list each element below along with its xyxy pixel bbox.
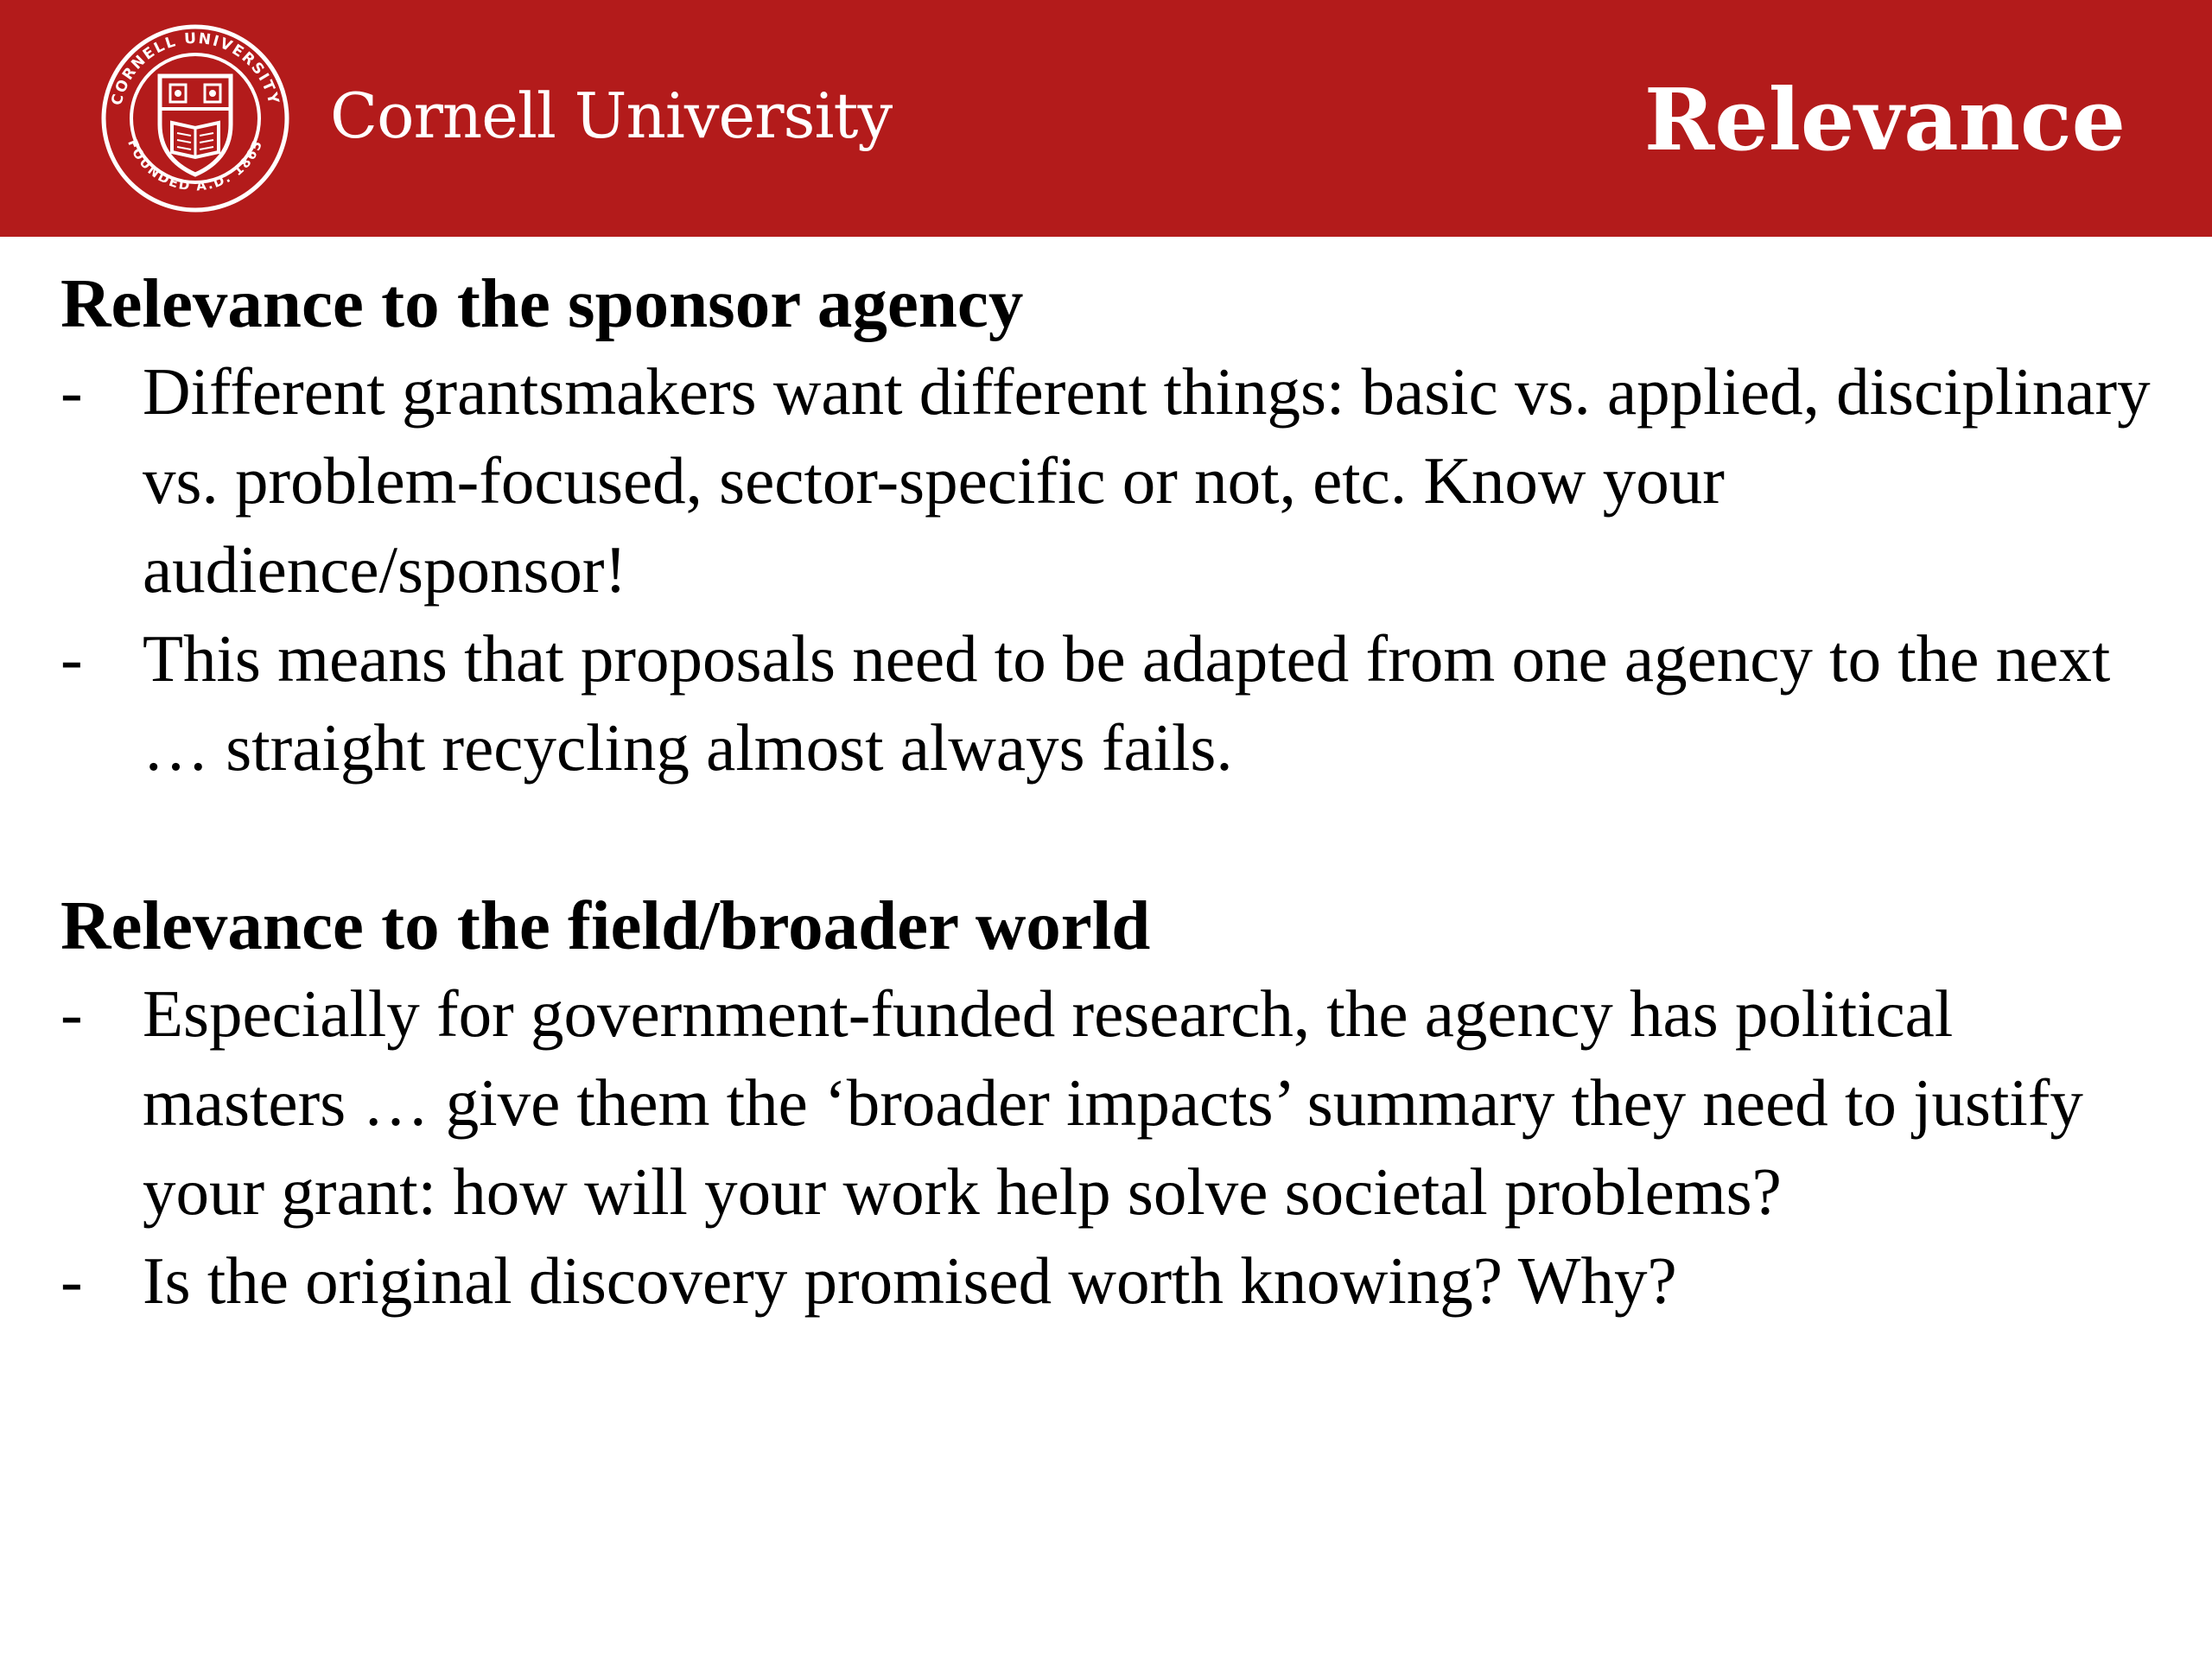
bullet-item — [60, 969, 2152, 1236]
section-broader-world — [60, 881, 2152, 1325]
bullet-marker: - — [60, 621, 83, 696]
bullet-marker: - — [60, 976, 83, 1051]
bullet-marker: - — [60, 1243, 83, 1318]
svg-text:CORNELL UNIVERSITY: CORNELL UNIVERSITY — [108, 29, 283, 108]
university-name: Cornell University — [330, 79, 893, 152]
slide-content — [60, 259, 2152, 1325]
bullet-item — [60, 614, 2152, 792]
bullet-list — [60, 347, 2152, 792]
header-bar — [0, 0, 2212, 237]
bullet-item — [60, 1236, 2152, 1325]
bullet-text: This means that proposals need to be adapted from one agency to the next … straight recycling almost always fails. — [143, 621, 2111, 785]
slide-title: Relevance — [1643, 71, 2126, 170]
section-heading: Relevance to the sponsor agency — [60, 264, 1024, 342]
bullet-marker: - — [60, 354, 83, 429]
svg-text:FOUNDED A.D. 1865: FOUNDED A.D. 1865 — [124, 137, 266, 194]
section-sponsor-agency — [60, 259, 2152, 792]
bullet-text: Different grantsmakers want different things: basic vs. applied, disciplinary vs. problem-focused, sector-specific or not, etc. Know your audience/sponsor! — [143, 354, 2151, 607]
cornell-seal-logo — [99, 22, 291, 214]
bullet-list — [60, 969, 2152, 1325]
bullet-item — [60, 347, 2152, 614]
bullet-text: Especially for government-funded research, the agency has political masters … give them the ‘broader impacts’ summary they need to justify your grant: how will your work help solve societal problems? — [143, 976, 2083, 1229]
section-heading: Relevance to the field/broader world — [60, 887, 1151, 964]
bullet-text: Is the original discovery promised worth knowing? Why? — [143, 1243, 1677, 1318]
